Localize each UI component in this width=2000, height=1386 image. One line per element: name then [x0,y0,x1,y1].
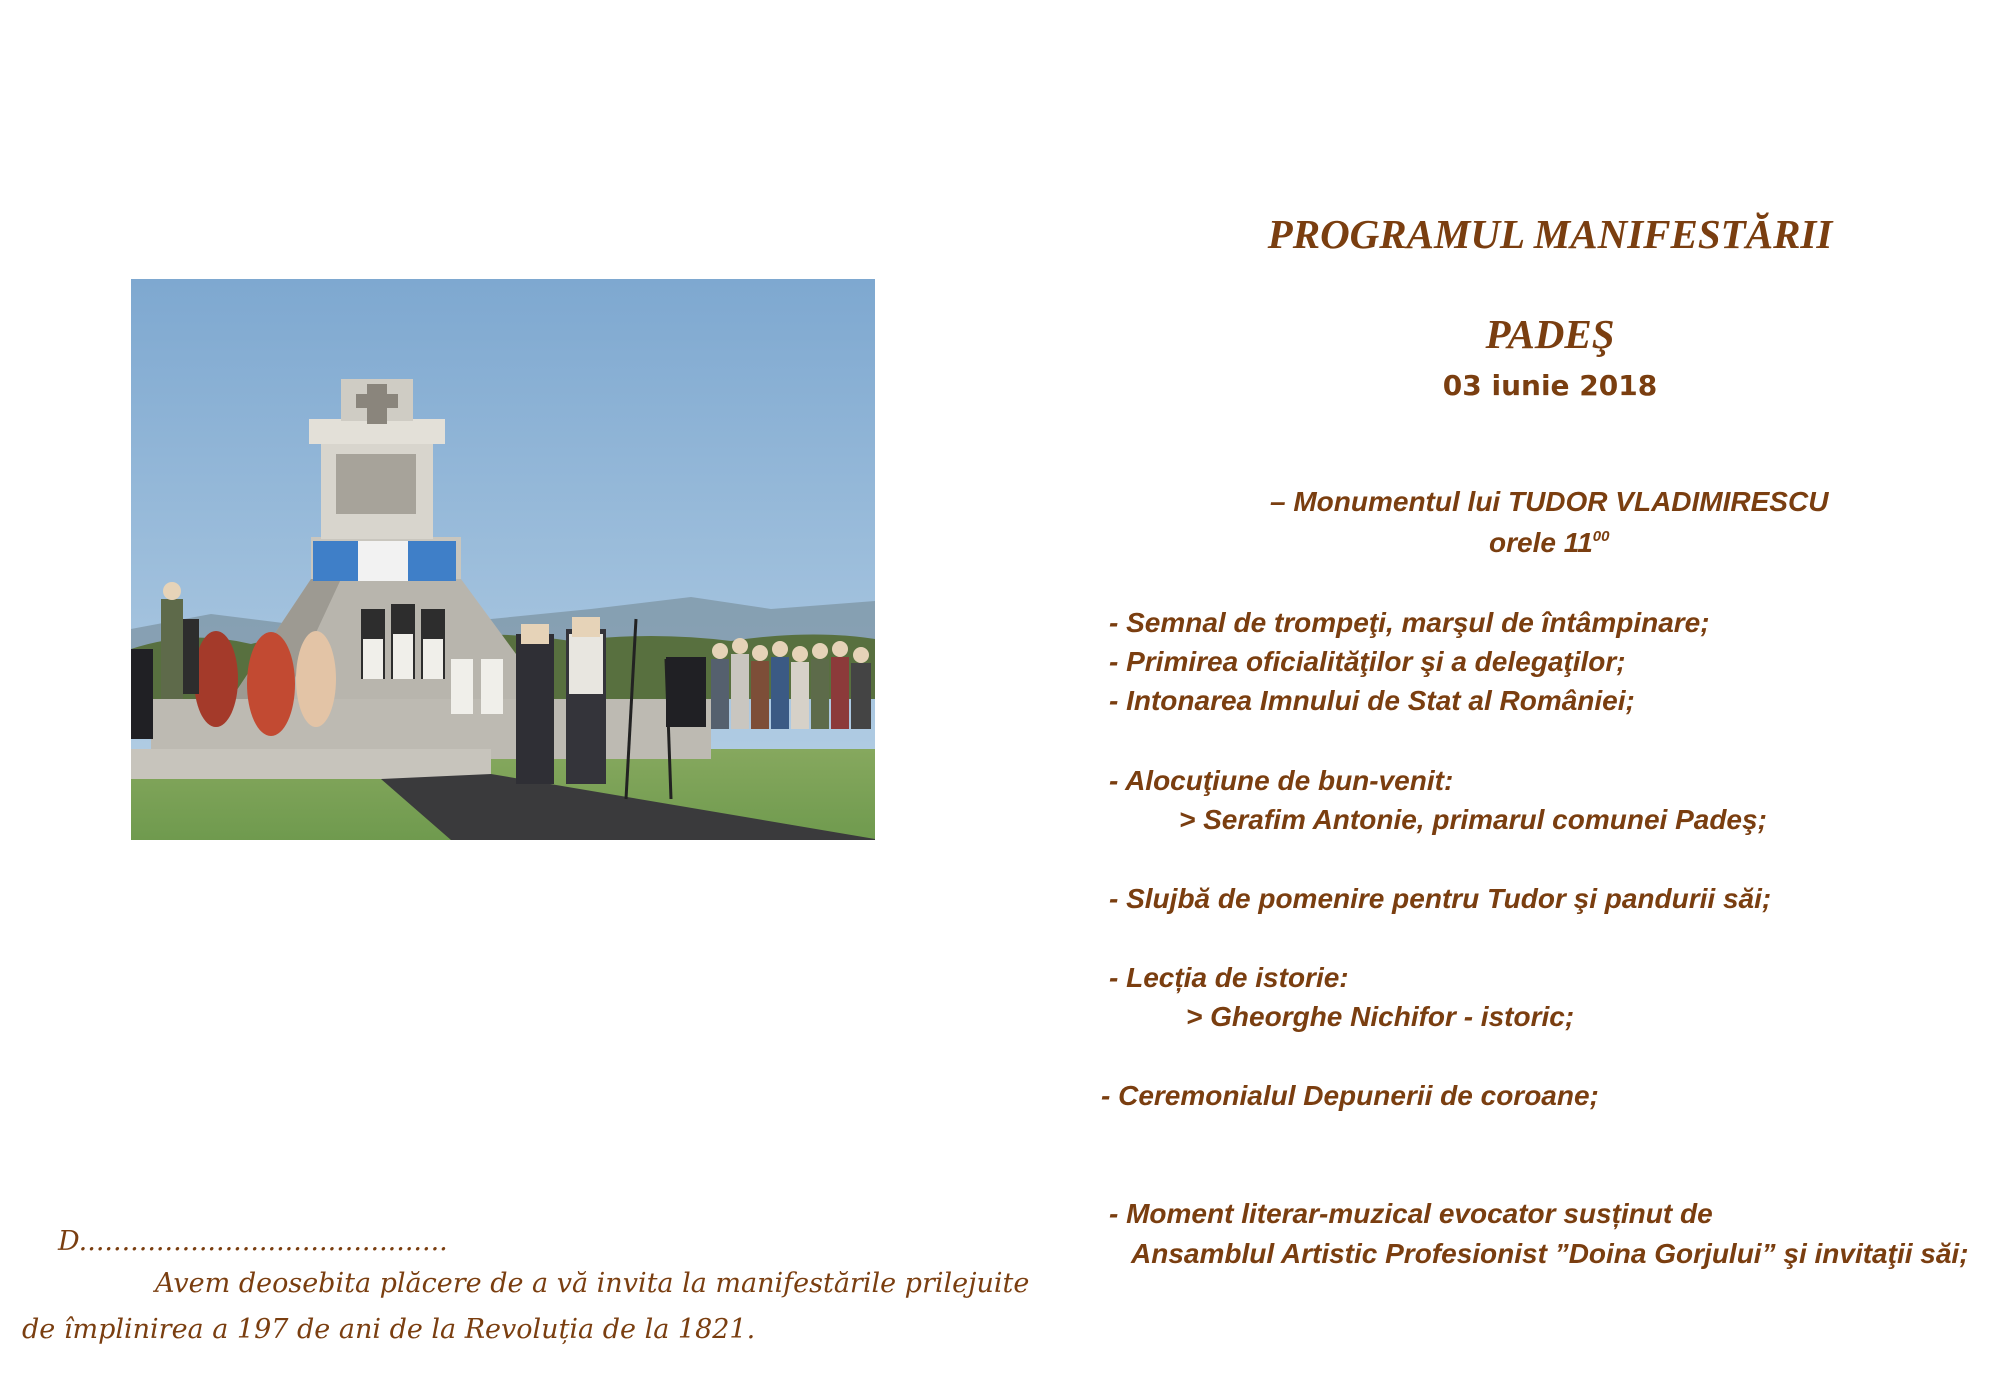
invitation-line-1: Avem deosebita plăcere de a vă invita la manifestările prilejuite [155,1268,1030,1299]
event-date: 03 iunie 2018 [1442,369,1658,402]
program-item: - Slujbă de pomenire pentru Tudor şi pandurii săi; [1109,883,1772,914]
program-item: - Primirea oficialităţilor şi a delegaţilor; [1109,646,1626,677]
program-item-continuation: Ansamblul Artistic Profesionist ”Doina Gorjului” şi invitaţii săi; [1131,1238,1969,1269]
venue-time-minutes: 00 [1592,528,1610,545]
program-item: - Semnal de trompeţi, marşul de întâmpinare; [1109,607,1710,638]
program-item: - Ceremonialul Depunerii de coroane; [1101,1080,1599,1111]
ceremony-photo [131,279,875,840]
invitation-line-2: de împlinirea a 197 de ani de la Revoluția de la 1821. [22,1314,756,1345]
program-title: PROGRAMUL MANIFESTĂRII [1267,211,1833,257]
program-item: - Moment literar-muzical evocator susținut de [1109,1198,1713,1229]
venue-time [1489,529,1609,557]
venue-location: – Monumentul lui TUDOR VLADIMIRESCU [1270,486,1829,517]
program-item: - Lecția de istorie: [1109,962,1349,993]
place-title: PADEŞ [1485,311,1615,357]
venue-time-hour: orele 11 [1489,527,1593,558]
program-subitem: > Gheorghe Nichifor - istoric; [1186,1001,1575,1032]
program-subitem: > Serafim Antonie, primarul comunei Padeş; [1179,804,1767,835]
monument-illustration [131,279,875,840]
invitation-salutation: D........................................... [58,1226,448,1257]
program-item: - Intonarea Imnului de Stat al României; [1109,685,1635,716]
program-item: - Alocuţiune de bun-venit: [1109,765,1454,796]
